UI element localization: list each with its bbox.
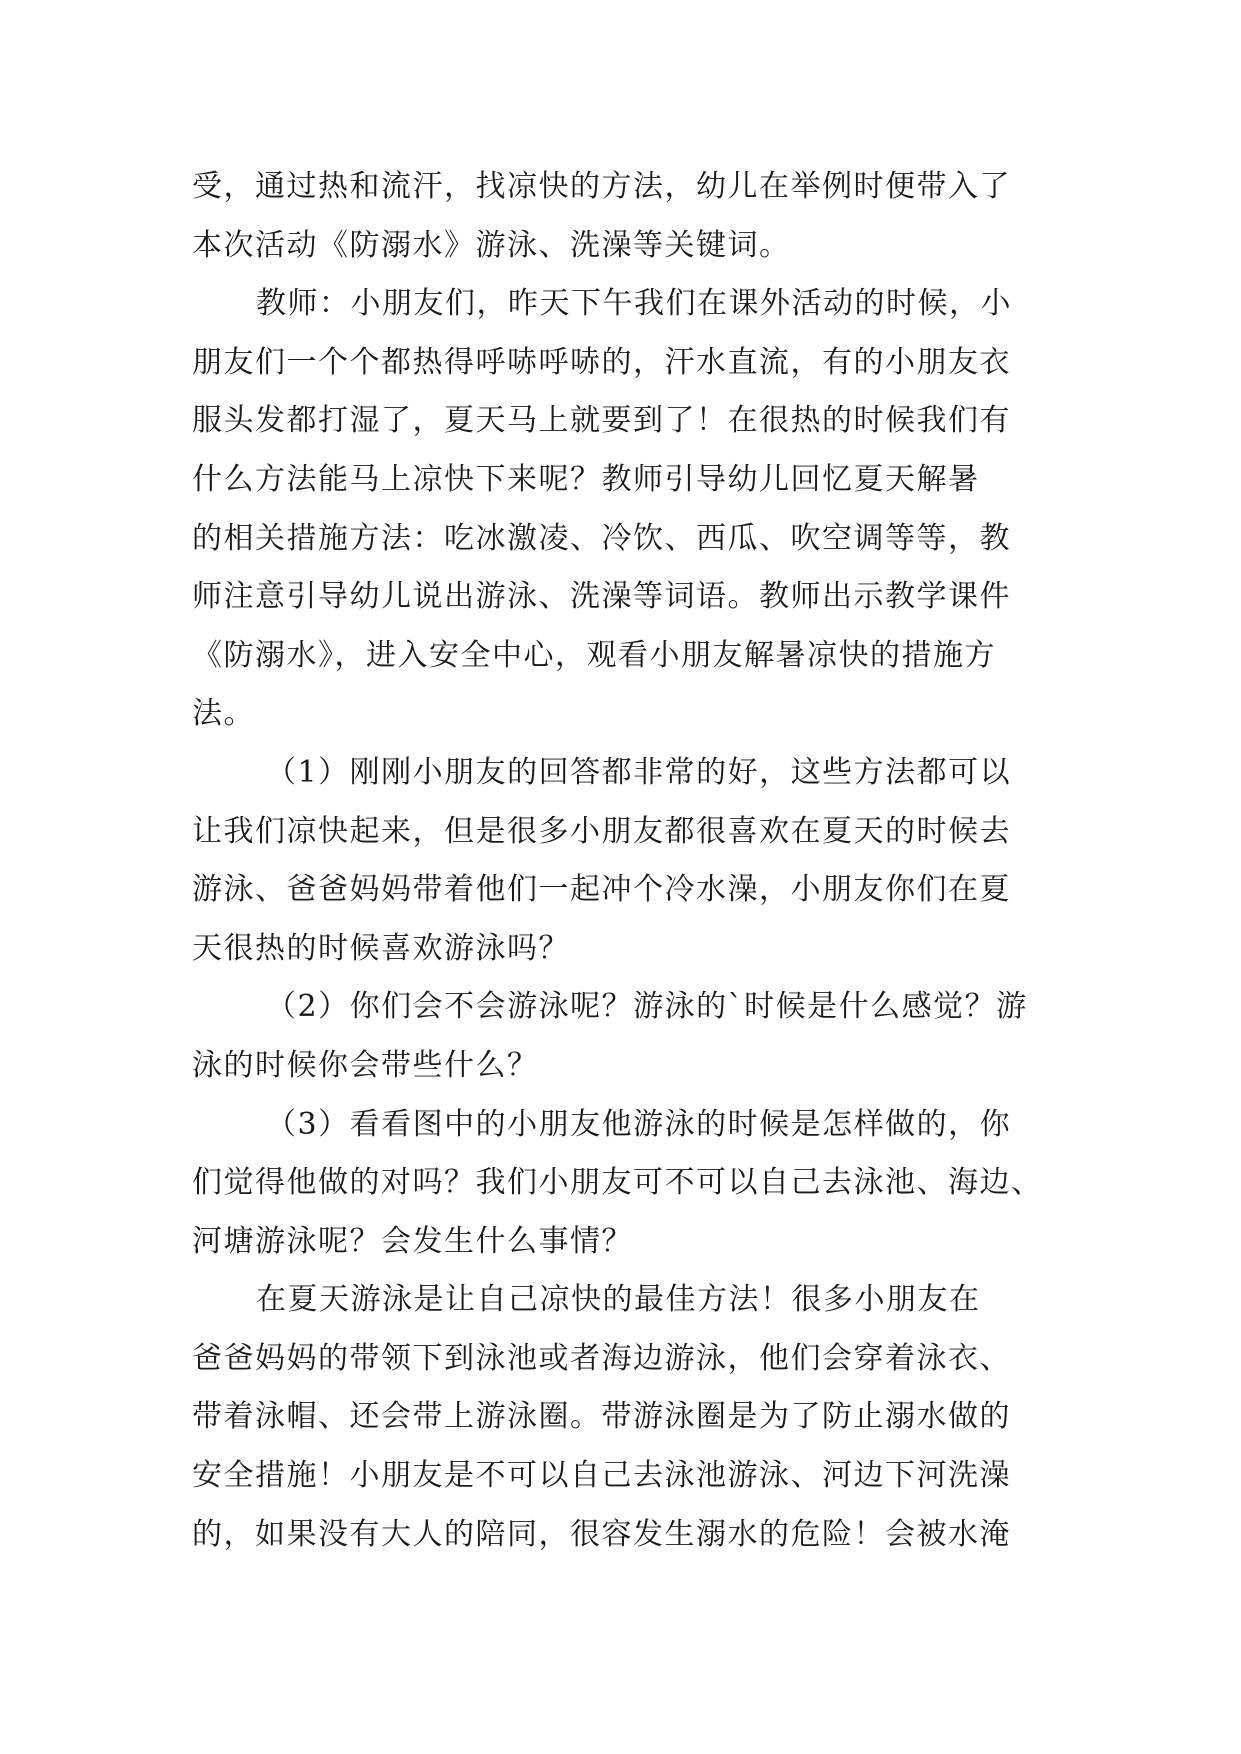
paragraph-question-3 — [192, 1096, 1052, 1272]
text-line: 泳的时候你会带些什么？ — [192, 1047, 539, 1083]
text-line: 的相关措施方法：吃冰激凌、冷饮、西瓜、吹空调等等，教 — [192, 520, 1011, 556]
text-line: 在夏天游泳是让自己凉快的最佳方法！很多小朋友在 — [256, 1282, 981, 1318]
text-line: 安全措施！小朋友是不可以自己去泳池游泳、河边下河洗澡 — [192, 1458, 1011, 1494]
paragraph-intro — [192, 158, 1052, 275]
text-line: 教师：小朋友们，昨天下午我们在课外活动的时候，小 — [256, 286, 1012, 322]
text-line: 们觉得他做的对吗？我们小朋友可不可以自己去泳池、海边、 — [192, 1165, 1043, 1201]
text-line: 师注意引导幼儿说出游泳、洗澡等词语。教师出示教学课件 — [192, 579, 1011, 615]
text-line: 什么方法能马上凉快下来呢？教师引导幼儿回忆夏天解暑 — [192, 461, 980, 497]
text-line: 的，如果没有大人的陪同，很容发生溺水的危险！会被水淹 — [192, 1516, 1011, 1552]
paragraph-summer — [192, 1271, 1052, 1564]
text-line: 爸爸妈妈的带领下到泳池或者海边游泳，他们会穿着泳衣、 — [192, 1340, 1011, 1376]
text-line: （1）刚刚小朋友的回答都非常的好，这些方法都可以 — [266, 754, 1012, 790]
paragraph-question-2 — [192, 978, 1052, 1095]
text-line: 法。 — [192, 696, 255, 732]
text-line: 河塘游泳呢？会发生什么事情？ — [192, 1223, 633, 1259]
paragraph-teacher — [192, 275, 1052, 744]
text-line: 受，通过热和流汗，找凉快的方法，幼儿在举例时便带入了 — [192, 169, 1011, 204]
paragraph-question-1 — [192, 744, 1052, 978]
text-line: 朋友们一个个都热得呼哧呼哧的，汗水直流，有的小朋友衣 — [192, 344, 1011, 380]
text-line: 《防溺水》，进入安全中心，观看小朋友解暑凉快的措施方 — [192, 637, 996, 673]
text-line: （2）你们会不会游泳呢？游泳的`时候是什么感觉？游 — [266, 989, 1028, 1025]
text-line: （3）看看图中的小朋友他游泳的时候是怎样做的，你 — [266, 1106, 1012, 1142]
document-body — [192, 158, 1052, 1564]
text-line: 服头发都打湿了，夏天马上就要到了！在很热的时候我们有 — [192, 403, 1011, 439]
text-line: 让我们凉快起来，但是很多小朋友都很喜欢在夏天的时候去 — [192, 813, 1011, 849]
text-line: 带着泳帽、还会带上游泳圈。带游泳圈是为了防止溺水做的 — [192, 1399, 1011, 1435]
text-line: 天很热的时候喜欢游泳吗？ — [192, 930, 570, 966]
text-line: 游泳、爸爸妈妈带着他们一起冲个冷水澡，小朋友你们在夏 — [192, 872, 1011, 908]
text-line: 本次活动《防溺水》游泳、洗澡等关键词。 — [192, 227, 791, 263]
